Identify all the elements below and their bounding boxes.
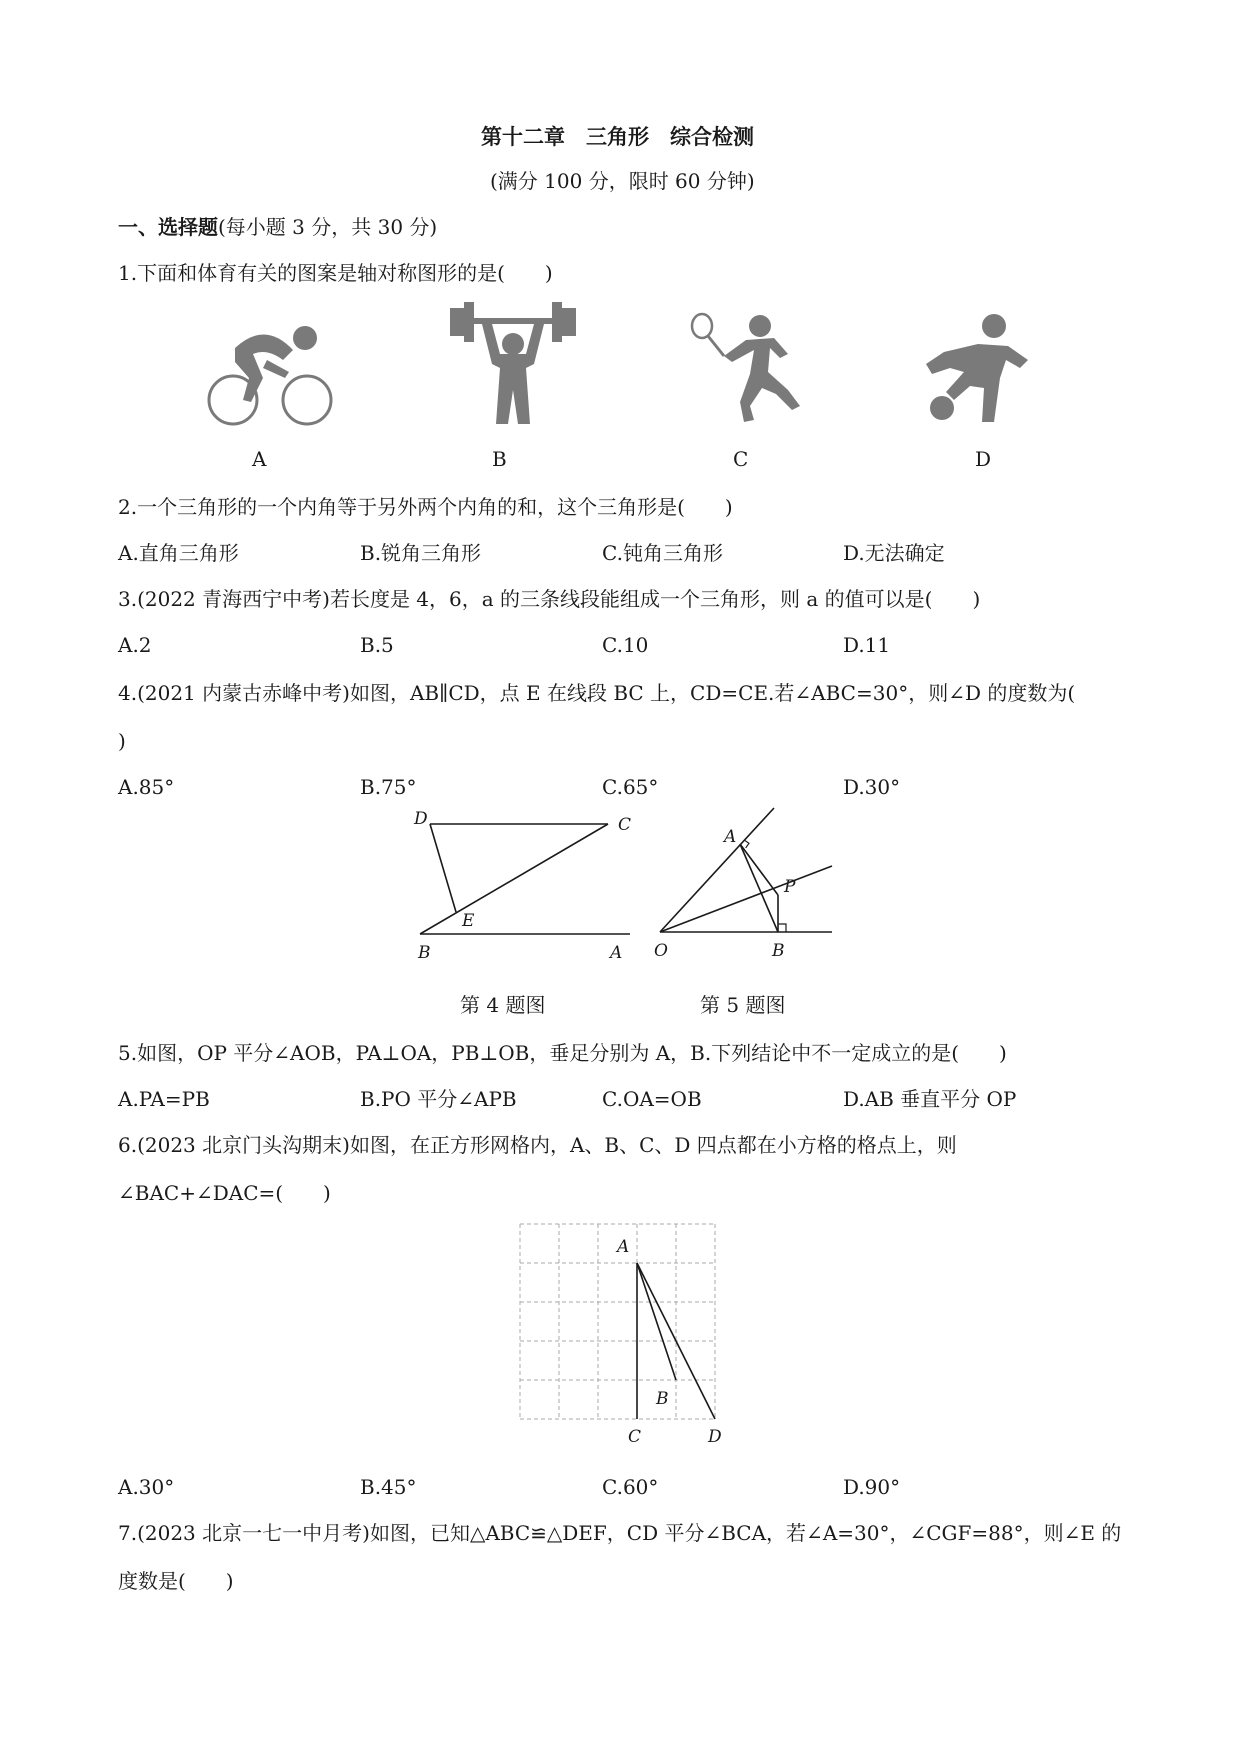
q1-label-d: D	[975, 447, 992, 471]
question-5-stem: 5.如图，OP 平分∠AOB，PA⊥OA，PB⊥OB，垂足分别为 A，B.下列结论中不一定成立的是( )	[118, 1041, 1007, 1065]
fig4-label-e: E	[462, 911, 475, 931]
section-heading	[118, 214, 437, 240]
tennis-player-icon	[688, 310, 818, 430]
q6-option-d: D.90°	[843, 1475, 901, 1499]
question-7-stem: 7.(2023 北京一七一中月考)如图，已知△ABC≌△DEF，CD 平分∠BCA，若∠A=30°，∠CGF=88°，则∠E 的	[118, 1521, 1122, 1545]
figure-4-diagram	[400, 808, 640, 968]
fig4-label-b: B	[418, 943, 431, 963]
q3-option-a: A.2	[118, 633, 152, 657]
q2-option-c: C.钝角三角形	[602, 541, 723, 565]
soccer-player-icon	[924, 312, 1034, 428]
fig4-label-a: A	[610, 943, 623, 963]
figure-5-caption: 第 5 题图	[700, 993, 786, 1017]
q3-option-d: D.11	[843, 633, 891, 657]
fig5-label-b: B	[772, 941, 785, 961]
figure-5-diagram	[648, 808, 848, 968]
question-6-stem-cont: ∠BAC+∠DAC=( )	[118, 1181, 331, 1205]
q5-option-a: A.PA=PB	[118, 1087, 210, 1111]
fig6-label-d: D	[708, 1427, 722, 1447]
q4-option-d: D.30°	[843, 775, 901, 799]
fig6-label-c: C	[628, 1427, 642, 1447]
page-subtitle: (满分 100 分，限时 60 分钟)	[490, 169, 755, 193]
fig4-label-c: C	[618, 815, 632, 835]
fig6-label-b: B	[656, 1389, 669, 1409]
q4-option-c: C.65°	[602, 775, 659, 799]
section-heading-note: (每小题 3 分，共 30 分)	[218, 215, 438, 239]
q5-option-c: C.OA=OB	[602, 1087, 702, 1111]
weightlifter-icon	[448, 298, 578, 428]
q4-option-b: B.75°	[360, 775, 417, 799]
q1-label-c: C	[733, 447, 749, 471]
question-7-stem-cont: 度数是( )	[118, 1569, 234, 1593]
figure-6-grid-diagram	[510, 1214, 730, 1447]
q2-option-d: D.无法确定	[843, 541, 945, 565]
fig4-label-d: D	[414, 809, 428, 829]
q6-option-a: A.30°	[118, 1475, 175, 1499]
question-6-stem: 6.(2023 北京门头沟期末)如图，在正方形网格内，A、B、C、D 四点都在小方格的格点上，则	[118, 1133, 957, 1157]
question-3-stem: 3.(2022 青海西宁中考)若长度是 4，6，a 的三条线段能组成一个三角形，则 a 的值可以是( )	[118, 587, 981, 611]
q2-option-a: A.直角三角形	[118, 541, 239, 565]
figure-4-caption: 第 4 题图	[460, 993, 546, 1017]
q4-option-a: A.85°	[118, 775, 175, 799]
fig5-label-a: A	[724, 827, 737, 847]
q3-option-b: B.5	[360, 633, 394, 657]
question-4-stem: 4.(2021 内蒙古赤峰中考)如图，AB∥CD，点 E 在线段 BC 上，CD=CE.若∠ABC=30°，则∠D 的度数为(	[118, 681, 1076, 705]
question-1-stem: 1.下面和体育有关的图案是轴对称图形的是( )	[118, 261, 553, 285]
q3-option-c: C.10	[602, 633, 649, 657]
question-2-stem: 2.一个三角形的一个内角等于另外两个内角的和，这个三角形是( )	[118, 495, 733, 519]
q5-option-b: B.PO 平分∠APB	[360, 1087, 517, 1111]
q6-option-c: C.60°	[602, 1475, 659, 1499]
q1-label-b: B	[492, 447, 507, 471]
section-heading-label: 一、选择题	[118, 215, 218, 239]
page-title: 第十二章 三角形 综合检测	[481, 124, 754, 149]
q2-option-b: B.锐角三角形	[360, 541, 482, 565]
question-4-stem-cont: )	[118, 729, 126, 753]
q6-option-b: B.45°	[360, 1475, 417, 1499]
cyclist-icon	[205, 320, 335, 430]
q5-option-d: D.AB 垂直平分 OP	[843, 1087, 1017, 1111]
q1-label-a: A	[252, 447, 267, 471]
fig6-label-a: A	[617, 1237, 630, 1257]
fig5-label-o: O	[654, 941, 668, 961]
fig5-label-p: P	[784, 877, 796, 897]
